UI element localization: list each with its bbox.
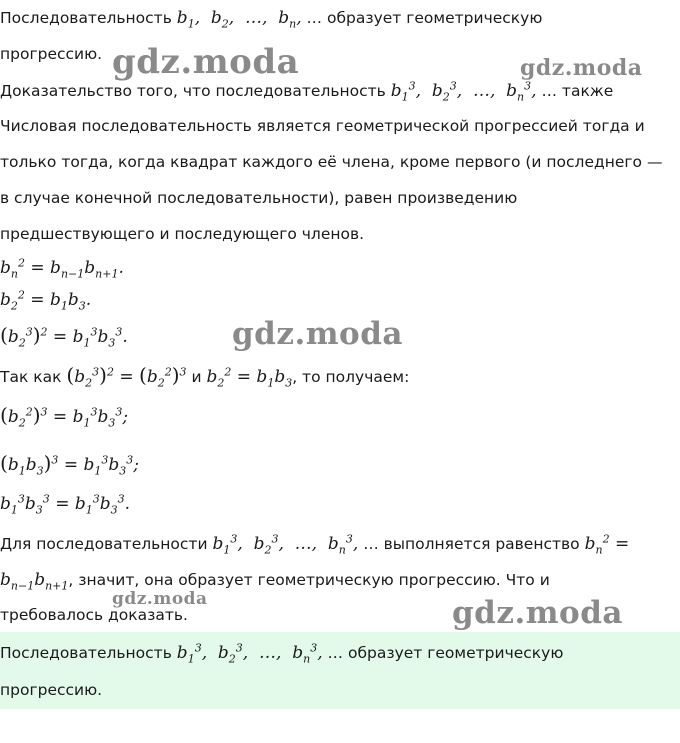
math-seq-b: $b_1$, $b_2$, …, $b_n$, bbox=[176, 8, 302, 31]
watermark: gdz.moda bbox=[520, 55, 643, 81]
formula-2: $b_2^2 = b_1b_3$. bbox=[0, 288, 92, 313]
formula-4: $(b_2^2)^3 = b_1^3b_3^3$; bbox=[0, 403, 129, 430]
answer-line-1: Последовательность $b_1^3$, $b_2^3$, …, $b_n^3$, … образует геометрическую bbox=[0, 641, 564, 666]
formula-1: $b_n^2 = b_{n-1}b_{n+1}$. bbox=[0, 256, 124, 281]
rule-line-1: Числовая последовательность является геометрической прогрессией тогда и bbox=[0, 117, 645, 135]
formula-3: $(b_2^3)^2 = b_1^3b_3^3$. bbox=[0, 323, 128, 350]
conclusion-line-1: $b_{n-1}b_{n+1}$, значит, она образует геометрическую прогрессию. Что и bbox=[0, 570, 550, 593]
watermark: gdz.moda bbox=[112, 42, 300, 82]
math-seq-b-cubed: $b_1^3$, $b_2^3$, …, $b_n^3$, bbox=[390, 79, 537, 104]
answer-line-2: прогрессию. bbox=[0, 681, 103, 699]
for-line: Для последовательности $b_1^3$, $b_2^3$, …, $b_n^3$, … выполняется равенство $b_n^2$ = bbox=[0, 532, 630, 557]
task-line-2: прогрессию. bbox=[0, 45, 103, 63]
rule-line-2: только тогда, когда квадрат каждого её члена, кроме первого (и последнего — bbox=[0, 153, 663, 171]
watermark: gdz.moda bbox=[112, 589, 208, 609]
proof-line-1: Доказательство того, что последовательность $b_1^3$, $b_2^3$, …, $b_n^3$, … также bbox=[0, 79, 614, 104]
formula-5: $(b_1b_3)^3 = b_1^3b_3^3$; bbox=[0, 451, 139, 478]
formula-6: $b_1^3b_3^3 = b_1^3b_3^3$. bbox=[0, 492, 131, 517]
task-line-1: Последовательность $b_1$, $b_2$, …, $b_n$, … образует геометрическую bbox=[0, 8, 543, 31]
so-line: Так как $(b_2^3)^2 = (b_2^2)^3$ и $b_2^2 = b_1b_3$, то получаем: bbox=[0, 363, 410, 390]
rule-line-3: в случае конечной последовательности), равен произведению bbox=[0, 189, 518, 207]
conclusion-line-2: требовалось доказать. bbox=[0, 606, 188, 624]
rule-line-4: предшествующего и последующего членов. bbox=[0, 225, 365, 243]
watermark: gdz.moda bbox=[232, 316, 403, 352]
watermark: gdz.moda bbox=[452, 595, 623, 631]
